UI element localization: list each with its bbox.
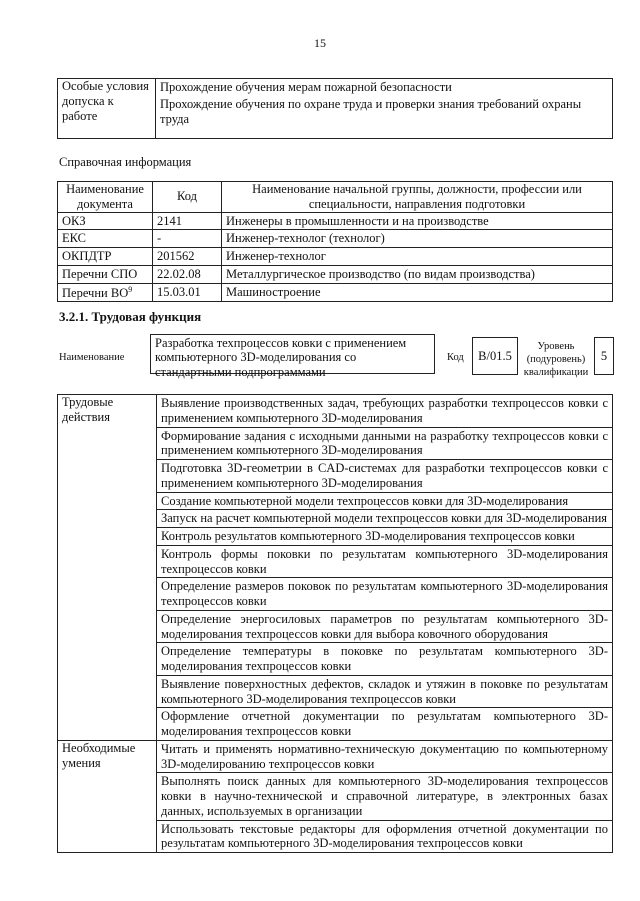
labour-action-item: Контроль результатов компьютерного 3D-моделирования техпроцессов ковки [157,528,613,546]
labour-actions-table [57,394,613,853]
special-conditions-label: Особые условия допуска к работе [58,79,156,139]
reference-cell: Инженер-технолог [222,248,613,266]
reference-cell: Металлургическое производство (по видам производства) [222,265,613,283]
labour-action-item: Выявление поверхностных дефектов, складок и утяжин в поковке по результатам компьютерного 3D-моделирования техпроцессов ковки [157,675,613,708]
table-row [58,212,613,230]
required-skill-item: Выполнять поиск данных для компьютерного 3D-моделирования техпроцессов ковки в научно-технической и справочной литературе, в электронных базах данных, используемых в организации [157,773,613,820]
reference-cell: ЕКС [58,230,153,248]
special-conditions-list [156,79,613,139]
table-row [58,248,613,266]
table-row [58,230,613,248]
labour-action-item: Формирование задания с исходными данными на разработку техпроцессов ковки с применением компьютерного 3D-моделирования [157,427,613,460]
required-skill-item: Читать и применять нормативно-техническую документацию по компьютерному 3D-моделированию техпроцессов ковки [157,740,613,773]
reference-cell: Перечни СПО [58,265,153,283]
labour-action-item: Выявление производственных задач, требующих разработки техпроцессов ковки с применением компьютерного 3D-моделирования [157,395,613,428]
special-conditions-table [57,78,613,139]
reference-cell: 2141 [153,212,222,230]
reference-table [57,181,613,302]
reference-header-name: Наименование начальной группы, должности, профессии или специальности, направления подготовки [222,182,613,213]
special-condition-item: Прохождение обучения по охране труда и проверки знания требований охраны труда [160,96,582,126]
page-number: 15 [314,36,326,50]
labour-action-item: Подготовка 3D-геометрии в CAD-системах для разработки техпроцессов ковки с применением компьютерного 3D-моделирования [157,460,613,493]
labour-function-heading: 3.2.1. Трудовая функция [59,309,202,324]
labour-action-item: Определение размеров поковок по результатам компьютерного 3D-моделирования техпроцессов ковки [157,578,613,611]
reference-cell-text: Перечни ВО [62,285,129,300]
special-condition-item: Прохождение обучения мерам пожарной безопасности [160,80,452,94]
reference-cell: 15.03.01 [153,283,222,302]
reference-cell: Машиностроение [222,283,613,302]
reference-header-row [58,182,613,213]
reference-header-document: Наименование документа [58,182,153,213]
table-row [58,740,613,773]
labour-action-item: Определение энергосиловых параметров по результатам компьютерного 3D-моделирования техпроцессов ковки для выбора ковочного оборудования [157,610,613,643]
required-skills-label: Необходимые умения [58,740,157,852]
labour-actions-body [58,395,613,853]
reference-cell: Инженеры в промышленности и на производстве [222,212,613,230]
function-name-label: Наименование [59,352,125,363]
labour-action-item: Контроль формы поковки по результатам компьютерного 3D-моделирования техпроцессов ковки [157,545,613,578]
function-code-label: Код [447,352,464,363]
reference-cell: - [153,230,222,248]
labour-action-item: Определение температуры в поковке по результатам компьютерного 3D-моделирования техпроцессов ковки [157,643,613,676]
labour-action-item: Создание компьютерной модели техпроцессов ковки для 3D-моделирования [157,492,613,510]
labour-action-item: Запуск на расчет компьютерной модели техпроцессов ковки для 3D-моделирования [157,510,613,528]
reference-title: Справочная информация [59,155,192,169]
function-code: B/01.5 [472,337,518,375]
reference-cell: 22.02.08 [153,265,222,283]
function-level: 5 [594,337,614,375]
function-name: Разработка техпроцессов ковки с применением компьютерного 3D-моделирования со стандартными подпрограммами [150,334,435,374]
function-level-label: Уровень (подуровень) квалификации [523,341,589,379]
table-row [58,395,613,428]
reference-cell: ОКЗ [58,212,153,230]
table-row [58,283,613,302]
reference-cell [58,283,153,302]
table-row [58,265,613,283]
reference-cell: Инженер-технолог (технолог) [222,230,613,248]
reference-cell: ОКПДТР [58,248,153,266]
required-skill-item: Использовать текстовые редакторы для оформления отчетной документации по результатам компьютерного 3D-моделирования техпроцессов ковки [157,820,613,853]
reference-cell: 201562 [153,248,222,266]
reference-header-code: Код [153,182,222,213]
labour-actions-label: Трудовые действия [58,395,157,741]
labour-action-item: Оформление отчетной документации по результатам компьютерного 3D-моделирования техпроцессов ковки [157,708,613,741]
footnote-mark: 9 [128,284,133,294]
